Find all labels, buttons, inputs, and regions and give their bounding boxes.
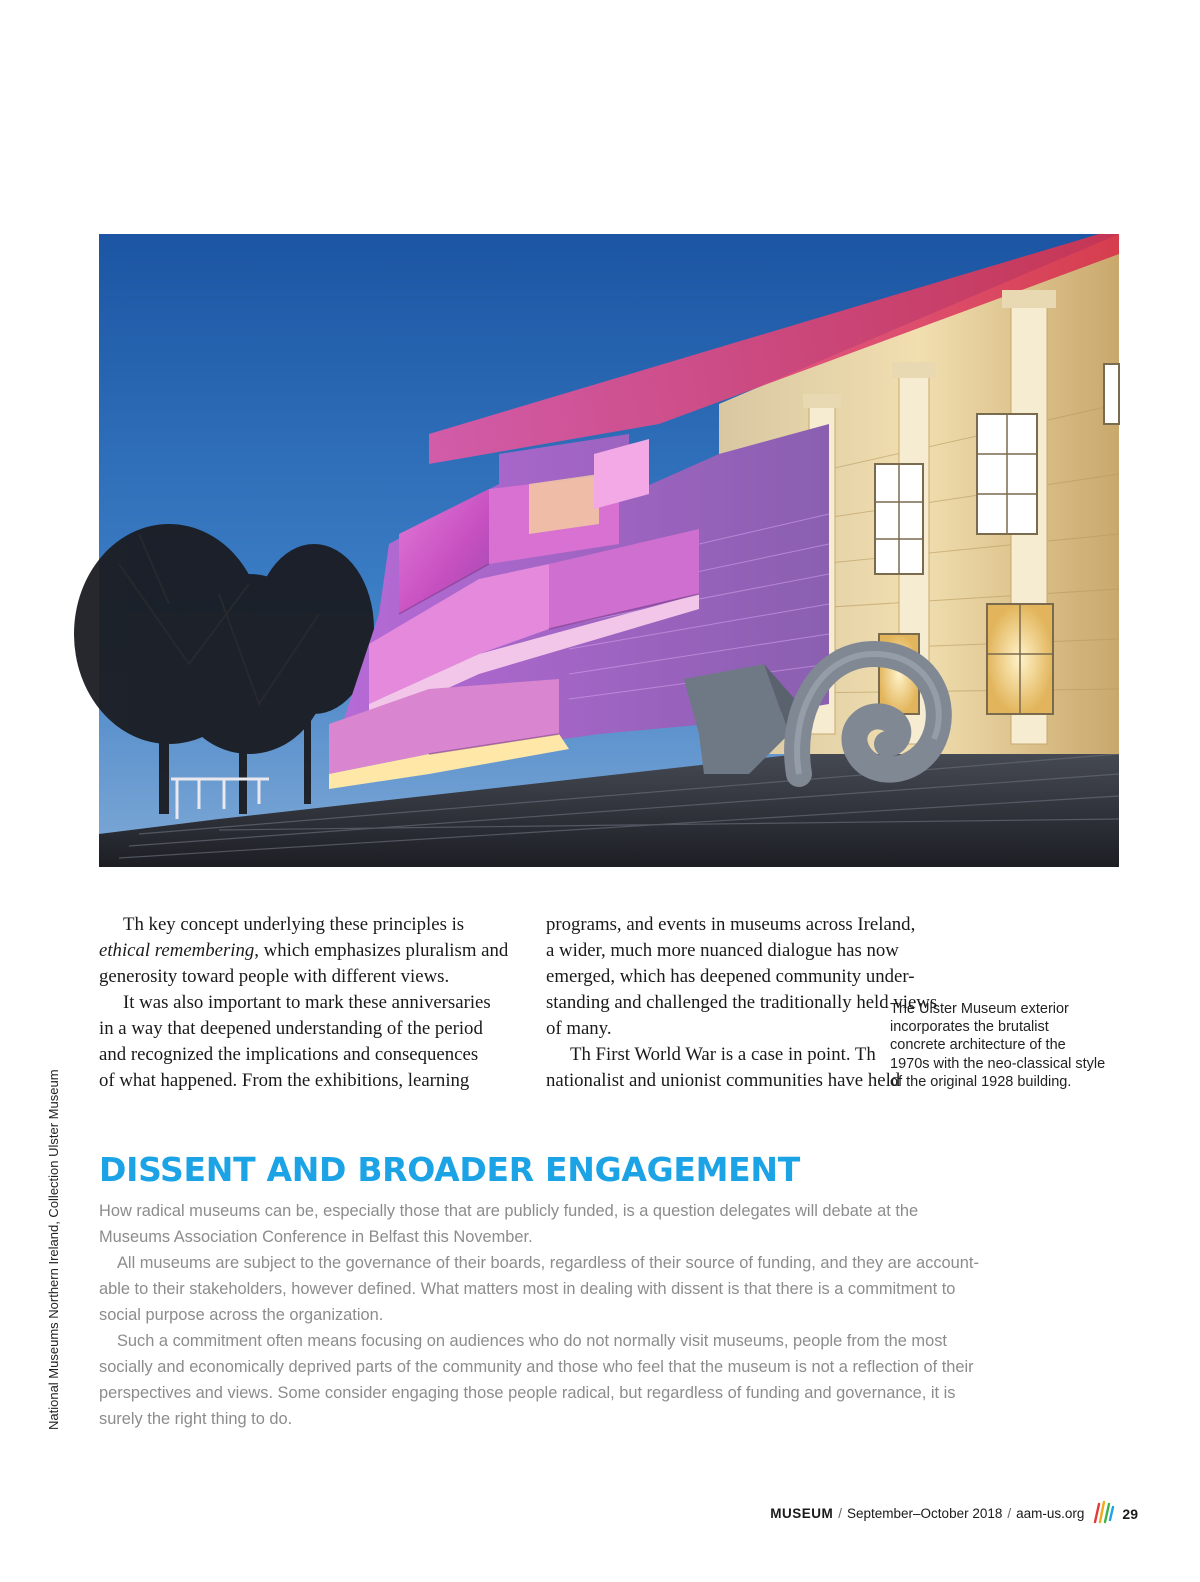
website-link[interactable]: aam-us.org [1016,1506,1085,1521]
section-line: How radical museums can be, especially those that are publicly funded, is a question delegates will debate at the [99,1202,919,1220]
body-line: nationalist and unionist communities have held [546,1070,901,1091]
caption-line: concrete architecture of the [890,1037,1066,1054]
body-line: in a way that deepened understanding of the period [99,1018,483,1039]
caption-line: of the original 1928 building. [890,1073,1072,1090]
body-line: It was also important to mark these anniversaries [123,992,491,1013]
photo-credit: National Museums Northern Ireland, Collection Ulster Museum [46,1069,61,1430]
body-line: Th First World War is a case in point. Th [570,1044,876,1065]
section-line: socially and economically deprived parts of the community and those who feel that the museum is not a reflection of their [99,1358,974,1376]
body-line: programs, and events in museums across Ireland, [546,914,916,935]
body-column-left [99,912,524,1094]
body-line: standing and challenged the traditionally held views [546,992,938,1013]
footer-separator: / [1007,1506,1012,1521]
body-column-right [546,912,956,1094]
footer-separator: / [838,1506,843,1521]
body-line: a wider, much more nuanced dialogue has now [546,940,899,961]
emphasis-term: ethical remembering [99,940,255,961]
section-line: Such a commitment often means focusing on audiences who do not normally visit museums, people from the most [117,1332,947,1350]
ulster-museum-illustration [99,234,1119,867]
section-line: surely the right thing to do. [99,1410,293,1428]
section-heading: DISSENT AND BROADER ENGAGEMENT [99,1150,800,1189]
caption-line: 1970s with the neo-classical style [890,1055,1106,1072]
magazine-name: MUSEUM [770,1506,834,1521]
section-line: Museums Association Conference in Belfast this November. [99,1228,533,1246]
body-line: of many. [546,1018,612,1039]
issue-date: September–October 2018 [847,1506,1003,1521]
body-line: generosity toward people with different views. [99,966,450,987]
body-line-mixed [99,938,524,964]
body-text: , which emphasizes pluralism and [254,940,509,961]
page-number: 29 [1122,1505,1138,1522]
section-line: All museums are subject to the governance of their boards, regardless of their source of funding, and they are account- [117,1254,979,1272]
caption-line: The Ulster Museum exterior [890,1001,1069,1017]
section-line: able to their stakeholders, however defined. What matters most in dealing with dissent is that there is a commitment to [99,1280,956,1298]
section-body [99,1198,1059,1432]
section-line: perspectives and views. Some consider engaging those people radical, but regardless of funding and governance, it is [99,1384,956,1402]
section-line: social purpose across the organization. [99,1306,384,1324]
page-footer [770,1500,1138,1527]
aam-stripes-logo-icon [1092,1500,1114,1527]
caption-line: incorporates the brutalist [890,1019,1049,1036]
body-line: Th key concept underlying these principles is [123,914,465,935]
body-line: and recognized the implications and consequences [99,1044,479,1065]
body-line: emerged, which has deepened community under- [546,966,915,987]
body-line: of what happened. From the exhibitions, learning [99,1070,470,1091]
